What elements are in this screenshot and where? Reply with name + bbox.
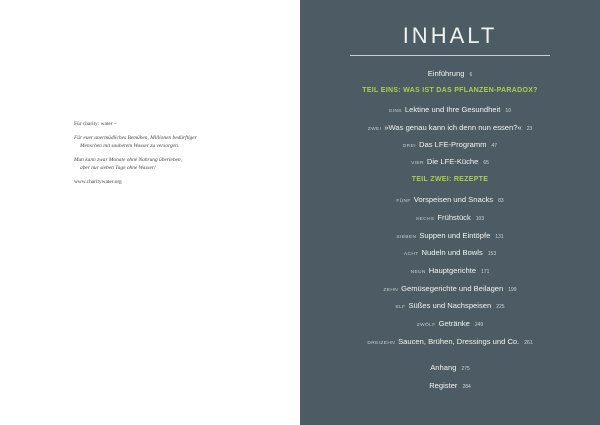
chapter-number: SIEBEN [396,235,417,240]
entry-page: 171 [481,269,490,275]
title-divider [350,55,550,56]
toc-entry [300,284,600,293]
entry-label: »Was genau kann ich denn nun essen?« [384,123,522,132]
entry-label: Hauptgerichte [428,266,477,275]
chapter-number: DREIZEHN [367,341,396,346]
entry-page: 284 [462,384,471,390]
entry-page: 83 [498,198,504,204]
entry-page: 225 [496,304,505,310]
toc-entry-appendix [300,363,600,372]
entry-page: 275 [461,366,470,372]
toc-entry [300,248,600,257]
entry-page: 23 [526,126,533,132]
entry-page: 249 [474,322,484,328]
part-heading-2: TEIL ZWEI: REZEPTE [411,176,489,183]
toc-entry [300,231,600,240]
website-link: www.charitywater.org [74,179,122,185]
entry-page: 10 [505,108,511,114]
toc-entry [300,157,600,166]
entry-page: 131 [495,234,504,240]
toc-entry [300,140,600,149]
chapter-number: EINS [389,109,402,114]
toc-title: INHALT [402,23,498,48]
entry-label: Einführung [427,69,465,78]
chapter-number: ACHT [403,252,419,257]
toc-entry-intro [300,69,600,78]
chapter-number: NEUN [410,270,426,275]
chapter-number: ELF [395,305,406,310]
toc-entry [300,213,600,222]
toc-entry [300,337,600,346]
toc-entry [300,319,600,328]
toc-entry [300,266,600,275]
dedication-line: aber nur sieben Tage ohne Wasser! [80,165,156,171]
entry-label: Suppen und Eintöpfe [419,231,491,240]
chapter-number: DREI [402,144,416,149]
toc-entry [300,123,600,132]
entry-label: Gemüsegerichte und Beilagen [401,284,504,293]
entry-page: 6 [469,72,473,78]
entry-label: Register [429,381,458,390]
entry-page: 65 [483,160,489,166]
entry-page: 153 [487,251,497,257]
chapter-number: FÜNF [396,199,411,204]
entry-page: 261 [524,340,533,346]
toc-entry [300,195,600,204]
entry-label: Anhang [430,363,457,372]
entry-label: Getränke [438,319,470,328]
chapter-number: ZWÖLF [416,323,436,328]
dedication-line: Man kann zwar Monate ohne Nahrung überleben, [74,157,182,163]
entry-label: Süßes und Nachspeisen [408,301,492,310]
entry-page: 103 [475,216,485,222]
entry-label: Saucen, Brühen, Dressings und Co. [398,337,520,346]
chapter-number: SECHS [415,217,435,222]
toc-entry-index [300,381,600,390]
chapter-number: ZWEI [367,127,382,132]
dedication [74,120,274,186]
chapter-number: VIER [411,161,424,166]
dedication-line: Menschen mit sauberem Wasser zu versorgen. [80,143,180,149]
entry-label: Das LFE-Programm [418,140,487,149]
entry-label: Vorspeisen und Snacks [413,195,494,204]
part-heading-1: TEIL EINS: WAS IST DAS PFLANZEN-PARADOX? [362,87,538,94]
entry-page: 47 [491,143,498,149]
entry-page: 199 [508,287,517,293]
dedication-line: Für euer unermüdliches Bemühen, Millionen bedürftiger [74,135,197,141]
chapter-number: ZEHN [383,288,399,293]
toc-entry [300,105,600,114]
entry-label: Die LFE-Küche [426,157,479,166]
entry-label: Frühstück [437,213,471,222]
entry-label: Nudeln und Bowls [421,248,483,257]
dedication-heading: Für charity: water – [74,121,117,127]
toc-entry [300,301,600,310]
toc-page [300,0,600,425]
entry-label: Lektine und Ihre Gesundheit [404,105,501,114]
